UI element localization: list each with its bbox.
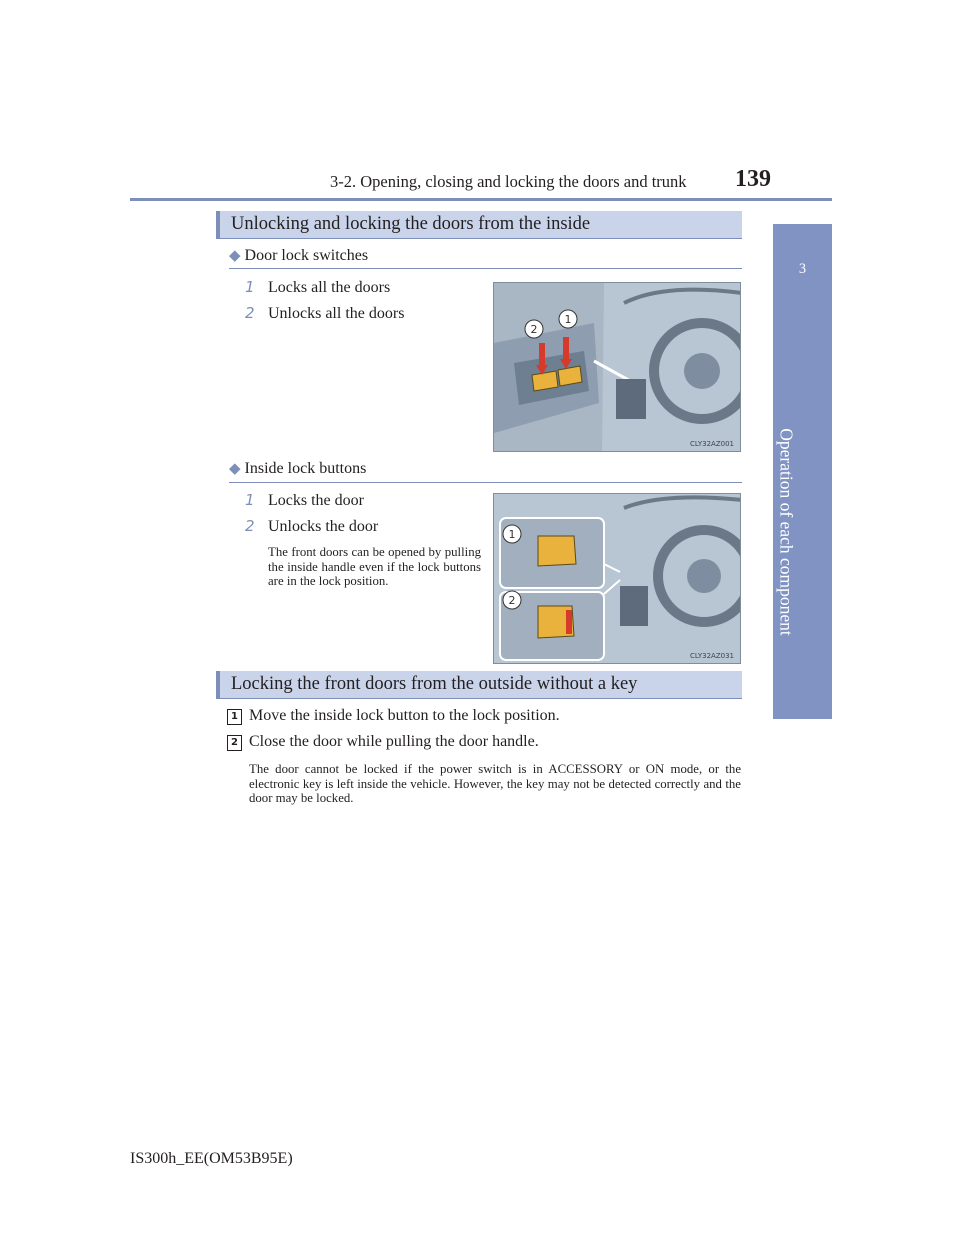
list-item-text: Locks the door <box>268 492 364 509</box>
footer-document-code: IS300h_EE(OM53B95E) <box>130 1150 293 1167</box>
chapter-title: Operation of each component <box>776 428 797 636</box>
subheading-inside-lock-buttons <box>229 459 366 478</box>
note-inside-handle: The front doors can be opened by pulling the inside handle even if the lock buttons are in the lock position. <box>268 545 481 589</box>
step-number-badge: 2 <box>227 735 242 751</box>
step-text: Move the inside lock button to the lock position. <box>249 707 560 724</box>
subheading-door-lock-switches <box>229 246 368 265</box>
subheading-rule <box>229 482 742 483</box>
list-item <box>245 278 390 297</box>
step-number-icon: 2 <box>245 517 255 535</box>
list-item <box>245 491 364 510</box>
diamond-bullet-icon: ◆ <box>229 461 241 477</box>
svg-text:1: 1 <box>508 528 516 541</box>
list-item-text: Unlocks the door <box>268 518 379 535</box>
subheading-text: Inside lock buttons <box>244 460 367 477</box>
note-key-detection: The door cannot be locked if the power switch is in ACCESSORY or ON mode, or the electronic key is left inside the vehicle. However, the key may not be detected correctly and the door may be locked. <box>249 762 741 806</box>
step-number-badge: 1 <box>227 709 242 725</box>
section-heading-outside <box>216 671 742 699</box>
step-number-icon: 1 <box>245 278 255 296</box>
chapter-number: 3 <box>798 261 807 277</box>
door-lock-switch-illustration <box>493 282 741 452</box>
list-item-text: Unlocks all the doors <box>268 305 405 322</box>
running-header: 3-2. Opening, closing and locking the doors and trunk <box>330 172 687 191</box>
section-heading-inside <box>216 211 742 239</box>
svg-text:1: 1 <box>564 313 572 326</box>
section-heading-text: Unlocking and locking the doors from the inside <box>231 214 591 234</box>
inside-lock-button-illustration <box>493 493 741 664</box>
door-lock-switch-drawing <box>494 283 741 452</box>
step-number-icon: 2 <box>245 304 255 322</box>
illustration-code: CLY32AZ031 <box>690 652 734 660</box>
list-item <box>245 517 378 536</box>
svg-text:2: 2 <box>530 323 538 336</box>
step-number-icon: 1 <box>245 491 255 509</box>
page-number: 139 <box>735 166 771 192</box>
header-rule <box>130 198 832 201</box>
diamond-bullet-icon: ◆ <box>229 248 241 264</box>
list-item-text: Locks all the doors <box>268 279 391 296</box>
subheading-rule <box>229 268 742 269</box>
section-heading-text: Locking the front doors from the outside without a key <box>231 674 638 694</box>
list-item <box>245 304 404 323</box>
illustration-code: CLY32AZ001 <box>690 440 734 448</box>
svg-text:2: 2 <box>508 594 516 607</box>
step-text: Close the door while pulling the door handle. <box>249 733 539 750</box>
inside-lock-button-drawing <box>494 494 741 664</box>
subheading-text: Door lock switches <box>244 247 369 264</box>
